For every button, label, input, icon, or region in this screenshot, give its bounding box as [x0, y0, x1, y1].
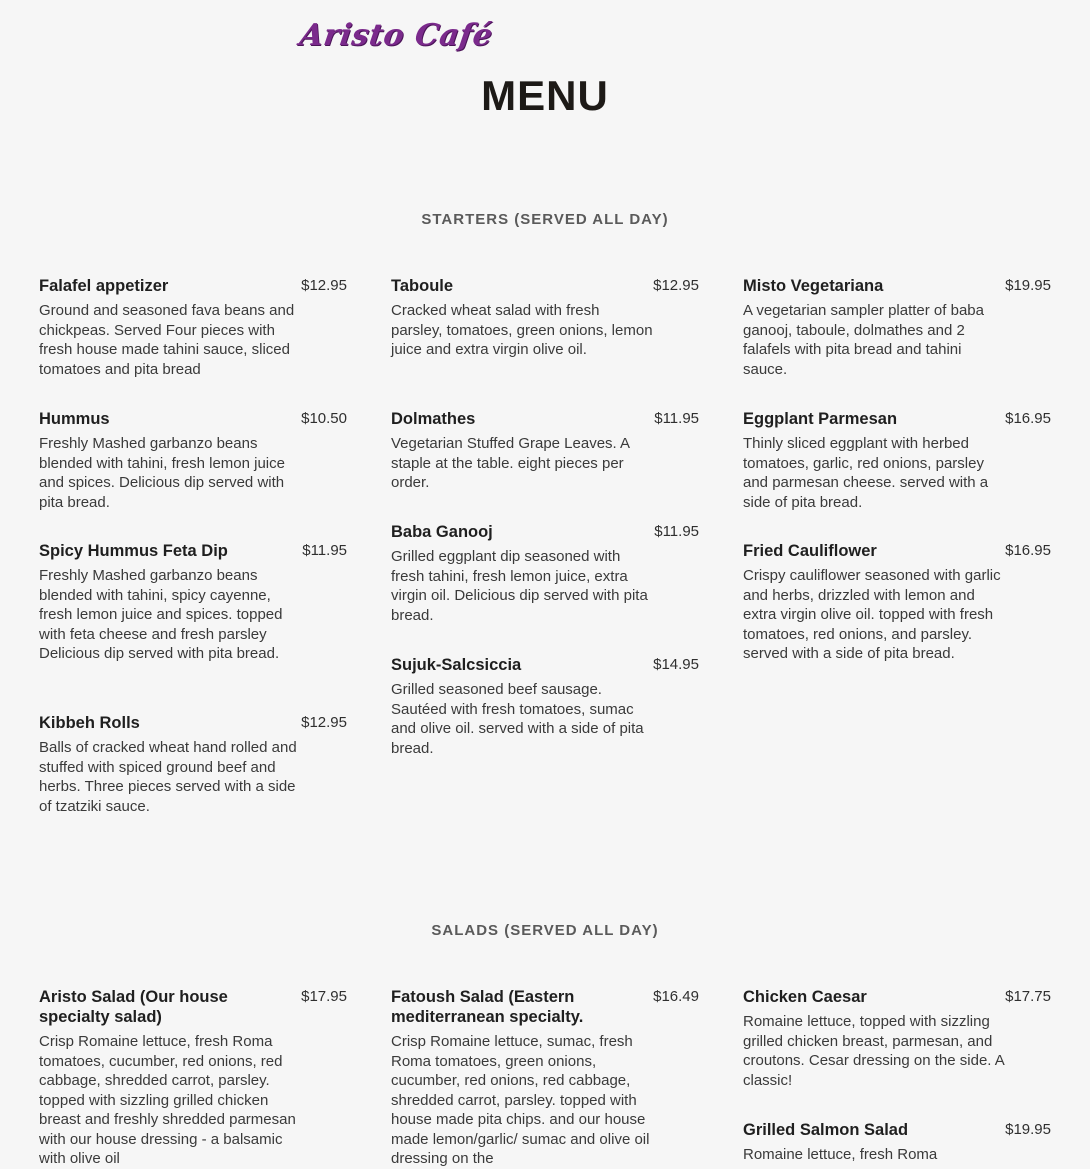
item-price: $11.95: [302, 542, 347, 559]
menu-item: [39, 541, 347, 664]
item-description: Balls of cracked wheat hand rolled and stuffed with spiced ground beef and herbs. Three pieces served with a side of tzatziki sauce.: [39, 739, 297, 815]
item-description: Crisp Romaine lettuce, fresh Roma tomatoes, cucumber, red onions, red cabbage, shredded carrot, parsley. topped with sizzling grilled chicken breast and freshly shredded parmesan with our house dressing - a balsamic with olive oil: [39, 1033, 296, 1167]
menu-item: [743, 409, 1051, 512]
item-price: $12.95: [301, 714, 347, 731]
item-name: Hummus: [39, 410, 110, 428]
item-price: $14.95: [653, 656, 699, 673]
item-name: Sujuk-Salcsiccia: [391, 656, 522, 674]
item-description: Ground and seasoned fava beans and chickpeas. Served Four pieces with fresh house made tahini sauce, sliced tomatoes and pita bread: [39, 302, 295, 378]
item-price: $16.95: [1005, 542, 1051, 559]
item-name: Grilled Salmon Salad: [743, 1121, 909, 1139]
item-name: Taboule: [391, 277, 454, 295]
item-description: Cracked wheat salad with fresh parsley, tomatoes, green onions, lemon juice and extra virgin olive oil.: [391, 302, 653, 358]
item-name: Fatoush Salad (Eastern mediterranean specialty.: [391, 988, 584, 1026]
page-title: MENU: [481, 72, 609, 119]
menu-item: [391, 276, 699, 360]
item-price: $11.95: [654, 523, 699, 540]
menu-item: [743, 276, 1051, 379]
item-name: Spicy Hummus Feta Dip: [39, 542, 228, 560]
menu-item: [39, 276, 347, 379]
item-name: Baba Ganooj: [391, 523, 493, 541]
item-name: Falafel appetizer: [39, 277, 169, 295]
item-description: Grilled eggplant dip seasoned with fresh tahini, fresh lemon juice, extra virgin oil. Delicious dip served with pita bread.: [391, 548, 648, 624]
menu-item: [391, 522, 699, 625]
item-price: $17.95: [301, 988, 347, 1005]
item-price: $16.95: [1005, 410, 1051, 427]
item-description: Freshly Mashed garbanzo beans blended with tahini, spicy cayenne, fresh lemon juice and spices. topped with feta cheese and fresh parsley Delicious dip served with pita bread.: [39, 567, 283, 662]
menu-item: [743, 541, 1051, 664]
menu-item: [743, 1120, 1051, 1165]
item-description: Grilled seasoned beef sausage. Sautéed with fresh tomatoes, sumac and olive oil. served with a side of pita bread.: [391, 681, 644, 757]
item-description: Freshly Mashed garbanzo beans blended with tahini, fresh lemon juice and spices. Delicious dip served with pita bread.: [39, 435, 285, 511]
item-name: Misto Vegetariana: [743, 277, 884, 295]
menu-item: [743, 987, 1051, 1090]
item-name: Eggplant Parmesan: [743, 410, 898, 428]
menu-item: [391, 987, 699, 1169]
menu-item: [39, 409, 347, 512]
item-description: A vegetarian sampler platter of baba ganooj, taboule, dolmathes and 2 falafels with pita bread and tahini sauce.: [743, 302, 984, 378]
menu-item: [391, 655, 699, 758]
section-heading-salads: SALADS (SERVED ALL DAY): [431, 922, 659, 939]
item-name: Chicken Caesar: [743, 988, 867, 1006]
item-description: Thinly sliced eggplant with herbed tomatoes, garlic, red onions, parsley and parmesan cheese. served with a side of pita bread.: [743, 435, 989, 511]
item-name: Fried Cauliflower: [743, 542, 877, 560]
menu-item: [39, 987, 347, 1169]
item-name: Kibbeh Rolls: [39, 714, 140, 732]
item-price: $16.49: [653, 988, 699, 1005]
item-price: $19.95: [1005, 1121, 1051, 1138]
item-price: $12.95: [653, 277, 699, 294]
item-description: Vegetarian Stuffed Grape Leaves. A staple at the table. eight pieces per order.: [391, 435, 630, 491]
aristo-cafe-logo[interactable]: Aristo Café: [297, 18, 495, 53]
menu-item: [39, 713, 347, 816]
item-description: Romaine lettuce, topped with sizzling grilled chicken breast, parmesan, and croutons. Cesar dressing on the side. A classic!: [743, 1013, 1004, 1089]
item-price: $19.95: [1005, 277, 1051, 294]
item-description: Crisp Romaine lettuce, sumac, fresh Roma tomatoes, green onions, cucumber, red onions, red cabbage, shredded carrot, parsley. topped with house made pita chips. and our house made lemon/garlic/ sumac and olive oil dressing on the: [391, 1033, 650, 1167]
menu-item: [391, 409, 699, 493]
item-price: $10.50: [301, 410, 347, 427]
item-description: Crispy cauliflower seasoned with garlic and herbs, drizzled with lemon and extra virgin olive oil. topped with fresh tomatoes, red onions, and parsley. served with a side of pita bread.: [743, 567, 1001, 662]
item-name: Aristo Salad (Our house specialty salad): [39, 988, 228, 1026]
item-description: Romaine lettuce, fresh Roma: [743, 1146, 938, 1163]
item-name: Dolmathes: [391, 410, 476, 428]
section-heading-starters: STARTERS (SERVED ALL DAY): [421, 211, 669, 228]
item-price: $11.95: [654, 410, 699, 427]
item-price: $17.75: [1005, 988, 1051, 1005]
item-price: $12.95: [301, 277, 347, 294]
